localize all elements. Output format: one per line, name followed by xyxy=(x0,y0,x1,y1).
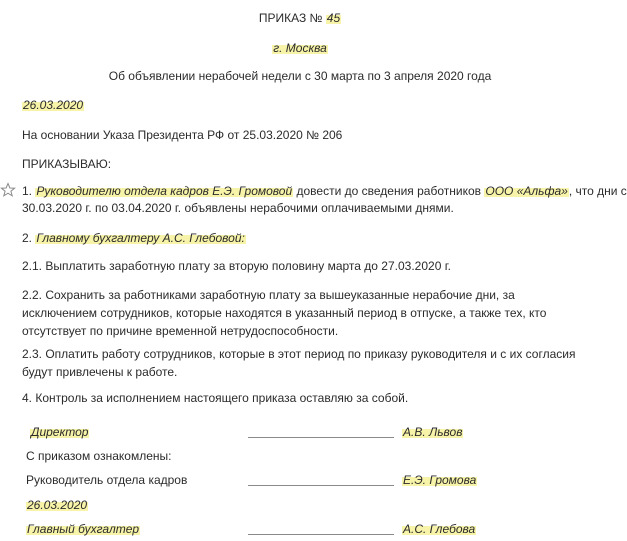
order-number: 45 xyxy=(326,11,341,25)
item-2-1: 2.1. Выплатить заработную плату за вторую половину марта до 27.03.2020 г. xyxy=(22,259,451,273)
order-title xyxy=(0,10,600,26)
order-word: ПРИКАЗЫВАЮ: xyxy=(22,157,112,171)
item-2-2: 2.2. Сохранить за работниками заработную плату за вышеуказанные нерабочие дни, за исключением сотрудников, которые находятся в указанный период в отпуске, а также тех, кто отсутствует по причине временной нетрудоспособности. xyxy=(22,288,547,338)
item-2-3: 2.3. Оплатить работу сотрудников, которые в этот период по приказу руководителя и с их согласия будут привлечены к работе. xyxy=(22,347,576,379)
director-title-row xyxy=(30,424,89,440)
ack-date: 26.03.2020 xyxy=(27,498,88,512)
item-4: 4. Контроль за исполнением настоящего приказа оставляю за собой. xyxy=(22,391,409,405)
director-name-row xyxy=(402,424,463,440)
order-city-row xyxy=(0,40,600,56)
star-icon[interactable] xyxy=(0,182,16,198)
order-city: г. Москва xyxy=(273,41,327,55)
hr-name-row xyxy=(402,472,477,488)
order-basis: На основании Указа Президента РФ от 25.03.2020 № 206 xyxy=(22,128,343,142)
director-name: А.В. Львов xyxy=(403,425,463,439)
hr-signature-line xyxy=(248,485,394,486)
accountant-title: Главный бухгалтер xyxy=(27,522,140,536)
accountant-signature-line xyxy=(248,534,394,535)
item-1-person: Руководителю отдела кадров Е.Э. Громовой xyxy=(36,184,293,198)
director-title: Директор xyxy=(31,425,89,439)
accountant-name: А.С. Глебова xyxy=(403,522,476,536)
item-2-person: Главному бухгалтеру А.С. Глебовой: xyxy=(36,231,245,245)
acknowledged-label: С приказом ознакомлены: xyxy=(26,449,172,463)
ack-date-row xyxy=(26,497,88,513)
item-1-mid: довести до сведения работников xyxy=(296,184,482,198)
item-2-num: 2. xyxy=(22,231,33,245)
item-1-num: 1. xyxy=(22,184,33,198)
accountant-name-row xyxy=(402,521,476,537)
order-date: 26.03.2020 xyxy=(23,98,84,112)
order-prefix: ПРИКАЗ № xyxy=(258,11,323,25)
order-date-row xyxy=(22,97,84,113)
hr-title: Руководитель отдела кадров xyxy=(26,473,188,487)
item-2 xyxy=(22,230,246,246)
item-1-company: ООО «Альфа» xyxy=(485,184,568,198)
accountant-title-row xyxy=(26,521,140,537)
item-1-line-1 xyxy=(22,183,627,199)
item-1-line-2: 30.03.2020 г. по 03.04.2020 г. объявлены нерабочими оплачиваемыми днями. xyxy=(22,201,454,215)
item-1-rest-1: , что дни с xyxy=(568,184,627,198)
director-signature-line xyxy=(248,437,394,438)
order-subject: Об объявлении нерабочей недели с 30 марта по 3 апреля 2020 года xyxy=(108,69,492,83)
hr-name: Е.Э. Громова xyxy=(403,473,477,487)
